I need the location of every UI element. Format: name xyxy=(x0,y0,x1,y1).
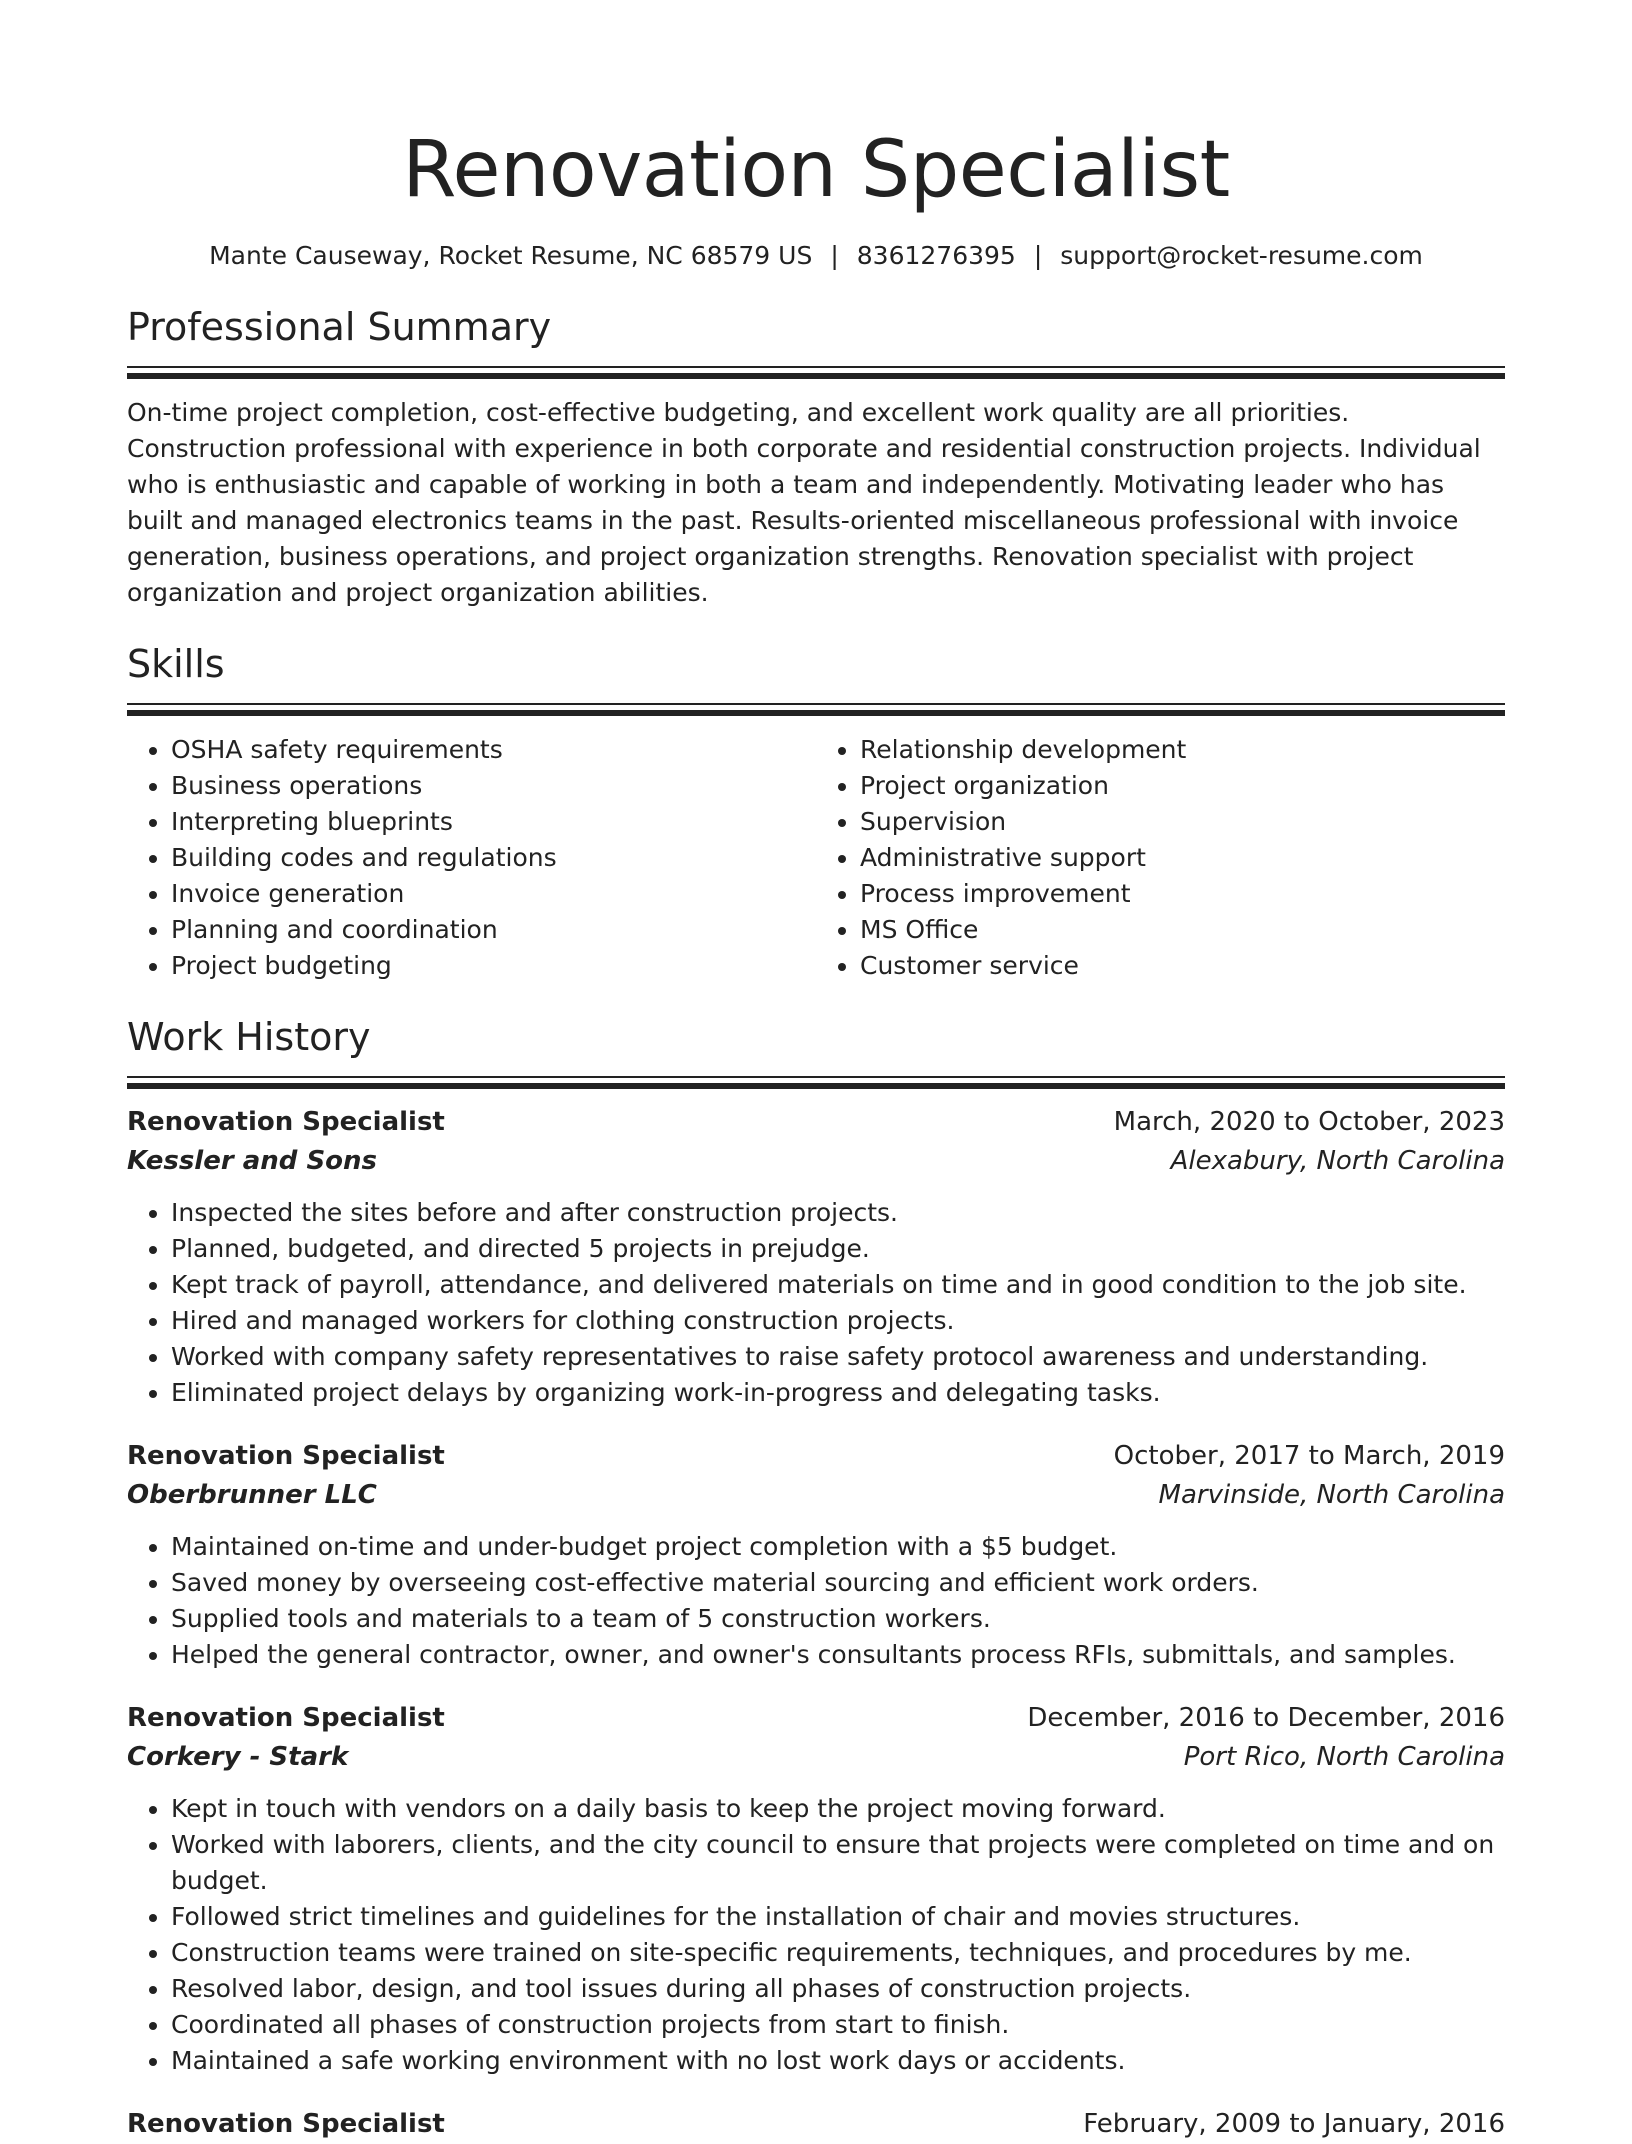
job-bullets xyxy=(127,1791,1505,2079)
skill-item: • Business operations xyxy=(171,768,816,804)
job-entry xyxy=(127,2105,1505,2144)
contact-line xyxy=(127,238,1505,274)
job-header-row xyxy=(127,1437,1505,1476)
skill-item: • Relationship development xyxy=(860,732,1505,768)
skill-item: • Building codes and regulations xyxy=(171,840,816,876)
section-divider xyxy=(127,703,1505,716)
job-bullet: • Worked with company safety representatives to raise safety protocol awareness and understanding. xyxy=(171,1339,1505,1375)
job-company-row xyxy=(127,1738,1505,1777)
job-bullets xyxy=(127,1529,1505,1673)
job-bullet: • Kept track of payroll, attendance, and delivered materials on time and in good condition to the job site. xyxy=(171,1267,1505,1303)
resume-title: Renovation Specialist xyxy=(402,125,1230,215)
contact-address: Mante Causeway, Rocket Resume, NC 68579 US xyxy=(209,241,813,270)
skills-columns xyxy=(127,732,1505,984)
job-location: Alexabury, North Carolina xyxy=(1170,1146,1505,1176)
job-location: Port Rico, North Carolina xyxy=(1183,1742,1505,1772)
job-location: Marvinside, North Carolina xyxy=(1158,1480,1505,1510)
job-header-row xyxy=(127,1699,1505,1738)
contact-separator: | xyxy=(1033,241,1043,270)
job-entry xyxy=(127,1699,1505,2079)
job-bullets xyxy=(127,1195,1505,1411)
job-bullet: • Helped the general contractor, owner, and owner's consultants process RFIs, submittals, and samples. xyxy=(171,1637,1505,1673)
job-bullet: • Maintained a safe working environment with no lost work days or accidents. xyxy=(171,2043,1505,2079)
job-bullet: • Coordinated all phases of construction projects from start to finish. xyxy=(171,2007,1505,2043)
job-bullet: • Eliminated project delays by organizing work-in-progress and delegating tasks. xyxy=(171,1375,1505,1411)
skill-item: • Customer service xyxy=(860,948,1505,984)
job-dates: February, 2009 to January, 2016 xyxy=(1083,2109,1505,2139)
skills-list-left xyxy=(127,732,816,984)
job-entry xyxy=(127,1103,1505,1411)
job-bullet: • Followed strict timelines and guidelines for the installation of chair and movies structures. xyxy=(171,1899,1505,1935)
summary-text: On-time project completion, cost-effective budgeting, and excellent work quality are all priorities. Construction professional with experience in both corporate and residential construction projects. Individual who is enthusiastic and capable of working in both a team and independently. Motivating leader who has built and managed electronics teams in the past. Results-oriented miscellaneous professional with invoice generation, business operations, and project organization strengths. Renovation specialist with project organization and project organization abilities. xyxy=(127,398,1481,607)
job-entry xyxy=(127,1437,1505,1673)
job-bullet: • Maintained on-time and under-budget project completion with a $5 budget. xyxy=(171,1529,1505,1565)
contact-email: support@rocket-resume.com xyxy=(1060,241,1423,270)
job-bullet: • Worked with laborers, clients, and the city council to ensure that projects were completed on time and on budget. xyxy=(171,1827,1505,1899)
skills-section xyxy=(127,639,1505,984)
job-company-row xyxy=(127,1476,1505,1515)
job-bullet: • Saved money by overseeing cost-effective material sourcing and efficient work orders. xyxy=(171,1565,1505,1601)
summary-section xyxy=(127,302,1505,611)
skill-item: • OSHA safety requirements xyxy=(171,732,816,768)
skill-item: • Supervision xyxy=(860,804,1505,840)
contact-separator: | xyxy=(830,241,839,270)
skills-list-right xyxy=(816,732,1505,984)
job-company: Corkery - Stark xyxy=(127,1742,349,1772)
job-company-row xyxy=(127,1142,1505,1181)
job-company: Kessler and Sons xyxy=(127,1146,378,1176)
skill-item: • Process improvement xyxy=(860,876,1505,912)
job-bullet: • Supplied tools and materials to a team of 5 construction workers. xyxy=(171,1601,1505,1637)
section-heading-summary: Professional Summary xyxy=(127,305,552,349)
skill-item: • Administrative support xyxy=(860,840,1505,876)
section-heading-work-history: Work History xyxy=(127,1015,371,1059)
job-title: Renovation Specialist xyxy=(127,1107,445,1137)
job-dates: October, 2017 to March, 2019 xyxy=(1113,1441,1505,1471)
section-divider xyxy=(127,1076,1505,1089)
job-title: Renovation Specialist xyxy=(127,2109,445,2139)
section-heading-skills: Skills xyxy=(127,642,225,686)
skill-item: • Project organization xyxy=(860,768,1505,804)
job-dates: December, 2016 to December, 2016 xyxy=(1027,1703,1505,1733)
job-bullet: • Hired and managed workers for clothing construction projects. xyxy=(171,1303,1505,1339)
job-bullet: • Inspected the sites before and after construction projects. xyxy=(171,1195,1505,1231)
job-title: Renovation Specialist xyxy=(127,1703,445,1733)
skill-item: • MS Office xyxy=(860,912,1505,948)
skill-item: • Interpreting blueprints xyxy=(171,804,816,840)
job-bullet: • Planned, budgeted, and directed 5 projects in prejudge. xyxy=(171,1231,1505,1267)
job-bullet: • Kept in touch with vendors on a daily basis to keep the project moving forward. xyxy=(171,1791,1505,1827)
job-header-row xyxy=(127,2105,1505,2144)
skill-item: • Project budgeting xyxy=(171,948,816,984)
job-title: Renovation Specialist xyxy=(127,1441,445,1471)
job-bullet: • Construction teams were trained on site-specific requirements, techniques, and procedures by me. xyxy=(171,1935,1505,1971)
job-header-row xyxy=(127,1103,1505,1142)
job-bullet: • Resolved labor, design, and tool issues during all phases of construction projects. xyxy=(171,1971,1505,2007)
section-divider xyxy=(127,366,1505,379)
job-dates: March, 2020 to October, 2023 xyxy=(1113,1107,1505,1137)
skill-item: • Planning and coordination xyxy=(171,912,816,948)
skill-item: • Invoice generation xyxy=(171,876,816,912)
job-company: Oberbrunner LLC xyxy=(127,1480,377,1510)
contact-phone: 8361276395 xyxy=(856,241,1016,270)
work-history-section xyxy=(127,1012,1505,2144)
